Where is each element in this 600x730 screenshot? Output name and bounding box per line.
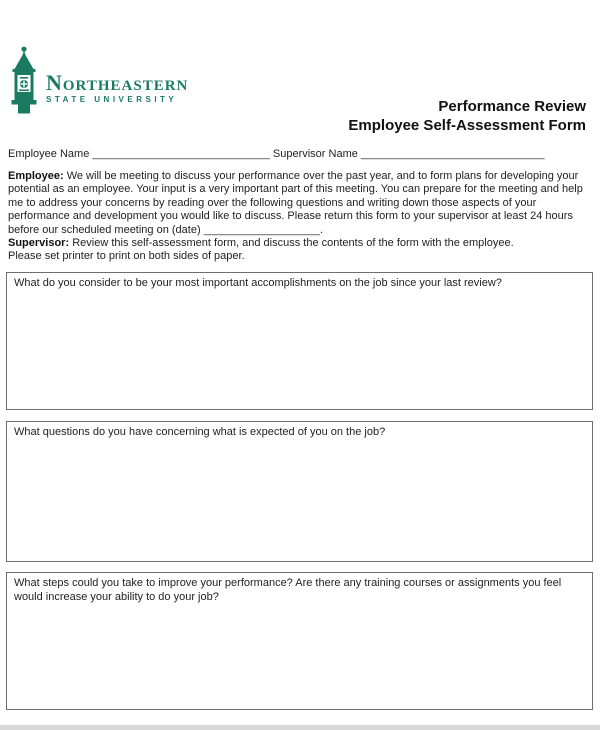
supervisor-instructions: [8, 237, 593, 250]
employee-instructions-period: .: [319, 223, 323, 236]
question-box-accomplishments[interactable]: [6, 272, 593, 410]
document-title: [348, 97, 586, 135]
supervisor-name-label: Supervisor Name: [272, 148, 358, 160]
question-box-expectations[interactable]: [6, 421, 593, 562]
employee-instructions-label: Employee:: [8, 170, 64, 182]
clock-tower-icon: [8, 46, 40, 114]
page-bottom-edge: [0, 725, 600, 730]
question-text: What do you consider to be your most important accomplishments on the job since your last review?: [14, 277, 502, 289]
question-text: What steps could you take to improve your performance? Are there any training courses or assignments you feel would increase your ability to do your job?: [14, 577, 562, 603]
title-line-2: Employee Self-Assessment Form: [348, 117, 586, 134]
instructions-block: [8, 170, 593, 264]
printer-note: Please set printer to print on both sides of paper.: [8, 250, 245, 263]
employee-name-label: Employee Name: [8, 148, 90, 160]
employee-instructions-text: We will be meeting to discuss your performance over the past year, and to form plans for developing your potential as an employee. Your input is a very important part of this meeting. You can prepare for the meeting and help me to address your concerns by reading over the following questions and writing down those aspects of your performance and development you would like to discuss. Please return this form to your supervisor at least 24 hours before our scheduled meeting on (date): [8, 170, 583, 236]
name-fields-row: [8, 148, 592, 160]
university-logo: [8, 46, 188, 114]
meeting-date-blank[interactable]: ___________________: [203, 223, 320, 236]
question-text: What questions do you have concerning what is expected of you on the job?: [14, 426, 386, 438]
university-name: [46, 70, 189, 104]
employee-name-blank[interactable]: _____________________________: [92, 148, 270, 160]
supervisor-instructions-text: Review this self-assessment form, and discuss the contents of the form with the employee.: [72, 237, 514, 250]
university-subtitle-text: STATE UNIVERSITY: [46, 95, 178, 104]
question-box-improvement[interactable]: [6, 572, 593, 710]
title-line-1: Performance Review: [438, 98, 586, 115]
university-name-text: Northeastern: [46, 70, 189, 95]
supervisor-name-blank[interactable]: ______________________________: [360, 148, 545, 160]
supervisor-instructions-label: Supervisor:: [8, 237, 70, 250]
employee-instructions: [8, 170, 593, 237]
